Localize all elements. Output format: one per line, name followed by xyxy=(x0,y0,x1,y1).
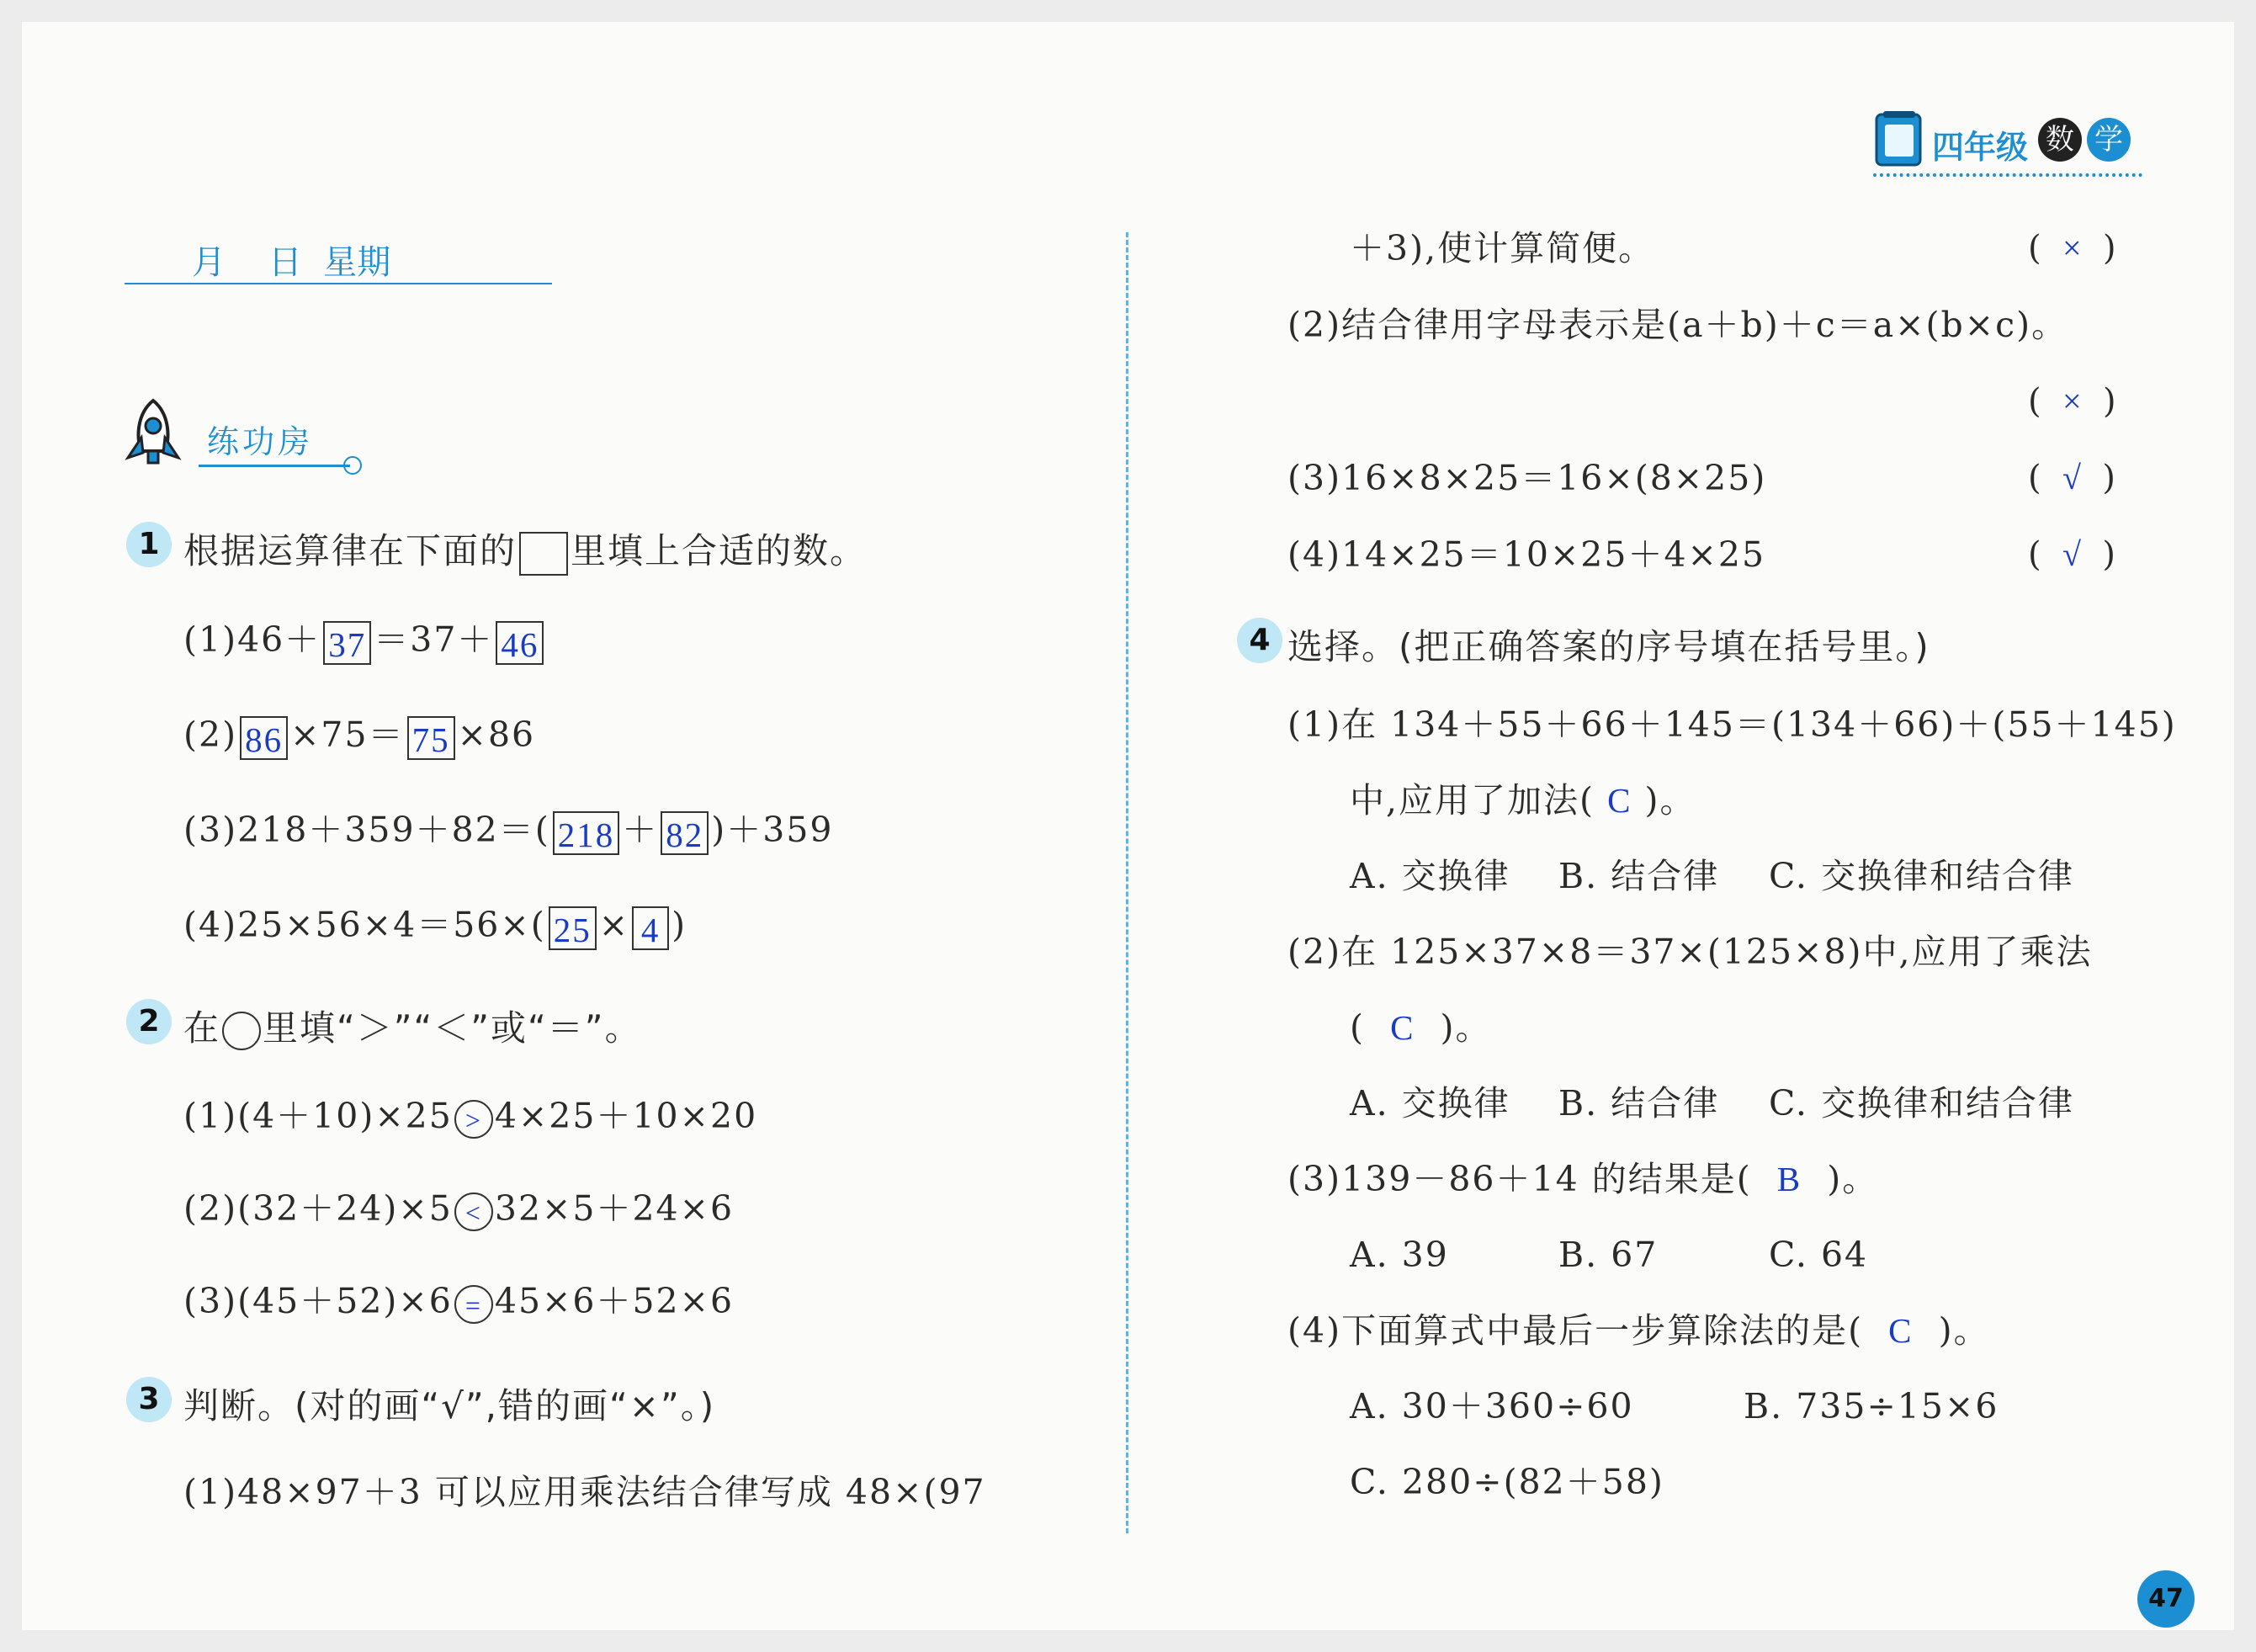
q3-item-3: (3)16×8×25＝16×(8×25) xyxy=(1287,458,1767,498)
q1-prompt-b: 里填上合适的数。 xyxy=(571,530,868,571)
q1-item-2 xyxy=(183,714,535,760)
q4-1-line2-pre: 中,应用了加法( xyxy=(1350,780,1595,821)
page-divider xyxy=(1126,232,1128,1533)
q1-item-3 xyxy=(183,809,834,855)
q2-2-right: 32×5＋24×6 xyxy=(494,1188,735,1229)
q2-prompt-b: 里填“＞”“＜”或“＝”。 xyxy=(263,1007,642,1049)
subject-badge-2: 学 xyxy=(2087,118,2131,162)
q4-2-option-a: A. 交换律 xyxy=(1350,1083,1510,1123)
q4-4-answer: C xyxy=(1888,1311,1914,1350)
q4-2-option-b: B. 结合律 xyxy=(1558,1083,1720,1123)
q4-3-option-a: A. 39 xyxy=(1350,1235,1449,1275)
q3-1-answer: × xyxy=(2062,229,2082,267)
q2-3-left: (3)(45＋52)×6 xyxy=(183,1281,453,1321)
q3-4-answer: √ xyxy=(2062,535,2081,573)
q1-1-text-b: ＝37＋ xyxy=(374,619,494,660)
section-title-dot xyxy=(343,456,362,475)
q4-2-answer: C xyxy=(1390,1008,1415,1047)
q4-4-option-a: A. 30＋360÷60 xyxy=(1350,1386,1634,1426)
q4-1-option-a: A. 交换律 xyxy=(1350,856,1510,896)
q3-item-1-line1: (1)48×97＋3 可以应用乘法结合律写成 48×(97 xyxy=(183,1472,986,1512)
workbook-page xyxy=(22,22,2234,1630)
q4-3-option-b: B. 67 xyxy=(1558,1235,1659,1275)
q4-number-badge: 4 xyxy=(1237,618,1282,663)
q2-1-right: 4×25＋10×20 xyxy=(494,1096,758,1136)
page-number: 47 xyxy=(2137,1570,2195,1628)
q1-2-answer-a: 86 xyxy=(240,716,288,760)
q4-item-2-line1: (2)在 125×37×8＝37×(125×8)中,应用了乘法 xyxy=(1287,932,2093,972)
q1-prompt-a: 根据运算律在下面的 xyxy=(183,530,518,571)
q1-3-text-c: )＋359 xyxy=(711,810,834,850)
q1-3-text-b: ＋ xyxy=(622,810,659,850)
q2-prompt xyxy=(183,1001,642,1051)
q4-item-2-line2 xyxy=(1350,1007,1492,1049)
q4-3-answer: B xyxy=(1776,1160,1802,1198)
q3-prompt: 判断。(对的画“√”,错的画“×”。) xyxy=(183,1385,716,1426)
q4-3-option-c: C. 64 xyxy=(1769,1235,1869,1275)
q4-1-option-c: C. 交换律和结合律 xyxy=(1769,856,2074,896)
q3-item-4: (4)14×25＝10×25＋4×25 xyxy=(1287,534,1766,575)
q3-1-answer-paren: ( × ) xyxy=(2028,229,2116,268)
q3-item-1-line2: ＋3),使计算简便。 xyxy=(1350,228,1655,268)
q1-number-badge: 1 xyxy=(126,522,172,567)
q2-1-left: (1)(4＋10)×25 xyxy=(183,1096,453,1136)
q2-2-answer: < xyxy=(454,1193,493,1231)
q4-1-line2-post: )。 xyxy=(1644,780,1696,821)
q2-1-answer: > xyxy=(454,1100,493,1139)
q1-4-text-b: × xyxy=(598,905,630,945)
q1-2-text-b: ×75＝ xyxy=(290,714,405,755)
q1-1-answer-a: 37 xyxy=(323,621,371,665)
q2-item-1 xyxy=(183,1095,757,1139)
blank-circle-icon xyxy=(222,1012,261,1050)
q4-2-option-c: C. 交换律和结合律 xyxy=(1769,1083,2074,1123)
q2-item-2 xyxy=(183,1187,734,1231)
q2-item-3 xyxy=(183,1280,734,1324)
q1-1-text: (1)46＋ xyxy=(183,619,321,660)
q1-item-4 xyxy=(183,904,687,950)
header-underline xyxy=(1873,173,2142,177)
q1-2-text-c: ×86 xyxy=(457,714,536,755)
section-title-underline xyxy=(199,465,350,467)
q4-1-answer: C xyxy=(1607,781,1632,820)
q2-2-left: (2)(32＋24)×5 xyxy=(183,1188,453,1229)
q1-item-1 xyxy=(183,619,546,665)
q1-4-text: (4)25×56×4＝56×( xyxy=(183,905,546,945)
blank-box-icon xyxy=(519,532,568,576)
subject-badge-1: 数 xyxy=(2038,118,2082,162)
q4-2-line2-pre: ( xyxy=(1350,1007,1365,1048)
q1-2-text: (2) xyxy=(183,714,238,755)
q4-4-option-c: C. 280÷(82＋58) xyxy=(1350,1462,1664,1502)
q2-3-answer: = xyxy=(454,1285,493,1324)
rocket-icon xyxy=(121,397,185,471)
q3-number-badge: 3 xyxy=(126,1377,172,1422)
q3-3-answer: √ xyxy=(2062,459,2081,497)
q4-2-line2-post: )。 xyxy=(1440,1007,1492,1048)
q3-item-2: (2)结合律用字母表示是(a＋b)＋c＝a×(b×c)。 xyxy=(1287,305,2068,345)
q4-3-line1-pre: (3)139－86＋14 的结果是( xyxy=(1287,1159,1752,1199)
q1-4-text-c: ) xyxy=(671,905,687,945)
q1-prompt xyxy=(183,523,867,576)
q4-3-line1-post: )。 xyxy=(1827,1159,1879,1199)
book-icon xyxy=(1873,109,1925,172)
q2-3-right: 45×6＋52×6 xyxy=(494,1281,735,1321)
q4-item-4-line1 xyxy=(1287,1309,1990,1352)
q3-3-answer-paren: ( √ ) xyxy=(2028,459,2116,497)
q1-3-answer-a: 218 xyxy=(553,811,620,855)
q1-4-answer-b: 4 xyxy=(632,906,669,950)
q2-prompt-a: 在 xyxy=(183,1007,221,1049)
q3-4-answer-paren: ( √ ) xyxy=(2028,535,2116,574)
q2-number-badge: 2 xyxy=(126,999,172,1044)
date-line xyxy=(125,232,552,284)
q3-2-answer: × xyxy=(2062,382,2082,420)
q4-4-line1-post: )。 xyxy=(1938,1310,1990,1351)
q4-item-1-line2 xyxy=(1350,779,1696,821)
q4-1-option-b: B. 结合律 xyxy=(1558,856,1720,896)
q4-item-3-line1 xyxy=(1287,1158,1878,1200)
q4-4-line1-pre: (4)下面算式中最后一步算除法的是( xyxy=(1287,1310,1864,1351)
q1-3-answer-b: 82 xyxy=(661,811,709,855)
q4-4-option-b: B. 735÷15×6 xyxy=(1744,1386,1999,1426)
q1-2-answer-b: 75 xyxy=(407,716,455,760)
q1-1-answer-b: 46 xyxy=(496,621,544,665)
grade-label: 四年级 xyxy=(1932,129,2029,166)
q1-3-text: (3)218＋359＋82＝( xyxy=(183,810,550,850)
q3-2-answer-paren: ( × ) xyxy=(2028,382,2116,421)
q1-4-answer-a: 25 xyxy=(549,906,597,950)
date-label: 月 日 星期 xyxy=(192,243,391,282)
q4-item-1-line1: (1)在 134＋55＋66＋145＝(134＋66)＋(55＋145) xyxy=(1287,704,2177,745)
section-title: 练功房 xyxy=(207,423,314,460)
q4-prompt: 选择。(把正确答案的序号填在括号里。) xyxy=(1287,626,1930,667)
